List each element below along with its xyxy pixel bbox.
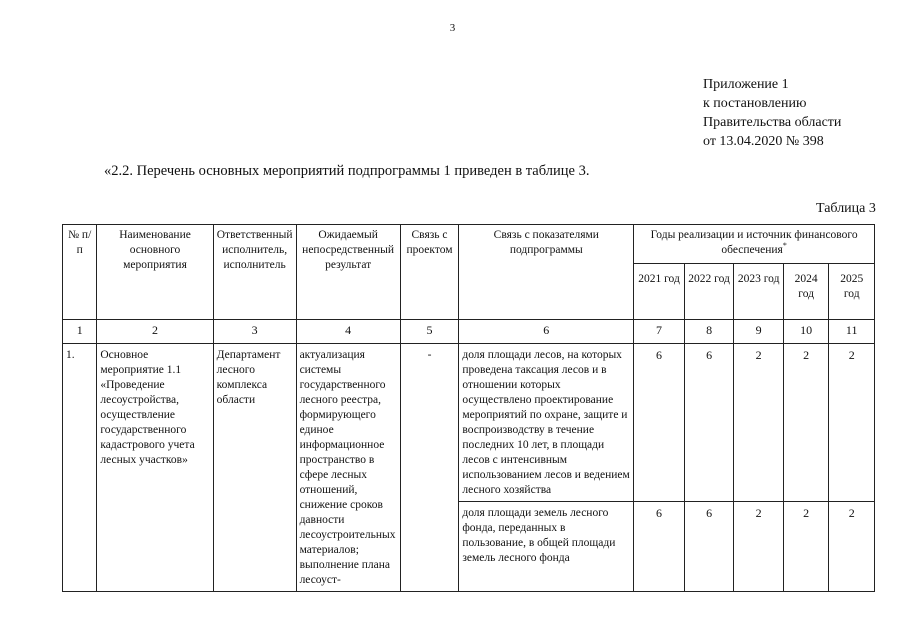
column-number: 7 — [634, 320, 685, 344]
value-2023: 2 — [734, 502, 784, 592]
column-number: 5 — [400, 320, 459, 344]
header-name: Наименование основного мероприятия — [97, 225, 213, 320]
appendix-line-1: Приложение 1 — [703, 77, 789, 92]
row-indicator-2: доля площади земель лесного фонда, переданных в пользование, в общей площади земель лесного фонда — [459, 502, 634, 592]
row-project-link: - — [400, 344, 459, 592]
intro-text: «2.2. Перечень основных мероприятий подпрограммы 1 приведен в таблице 3. — [104, 163, 590, 179]
row-responsible: Департамент лесного комплекса области — [213, 344, 296, 592]
header-num: № п/п — [63, 225, 97, 320]
column-number: 10 — [783, 320, 829, 344]
header-year-2024: 2024 год — [783, 264, 829, 320]
measures-table — [62, 224, 875, 592]
row-num: 1. — [63, 344, 97, 592]
header-row-1 — [63, 225, 875, 264]
page-number: 3 — [449, 22, 456, 34]
column-number: 11 — [829, 320, 875, 344]
header-responsible: Ответственный исполнитель, исполнитель — [213, 225, 296, 320]
header-year-2023: 2023 год — [734, 264, 784, 320]
footnote-mark: * — [782, 241, 787, 251]
appendix-block — [703, 75, 841, 151]
header-years-group-label: Годы реализации и источник финансового обеспечения — [650, 229, 858, 256]
header-expected: Ожидаемый непосредственный результат — [296, 225, 400, 320]
table-row — [63, 344, 875, 502]
header-years-group — [634, 225, 875, 264]
column-number: 3 — [213, 320, 296, 344]
table-label: Таблица 3 — [816, 201, 876, 216]
column-number: 6 — [459, 320, 634, 344]
column-numbers-row — [63, 320, 875, 344]
column-number: 9 — [734, 320, 784, 344]
value-2024: 2 — [783, 502, 829, 592]
value-2024: 2 — [783, 344, 829, 502]
appendix-line-4: от 13.04.2020 № 398 — [703, 134, 824, 149]
row-name: Основное мероприятие 1.1 «Проведение лесоустройства, осуществление государственного кадастрового учета лесных участков» — [97, 344, 213, 592]
header-year-2021: 2021 год — [634, 264, 685, 320]
column-number: 8 — [684, 320, 734, 344]
value-2022: 6 — [684, 502, 734, 592]
header-project-link: Связь с проектом — [400, 225, 459, 320]
appendix-line-2: к постановлению — [703, 96, 807, 111]
row-indicator-1: доля площади лесов, на которых проведена таксация лесов и в отношении которых осуществлено проектирование мероприятий по охране, защите и воспроизводству в течение последних 10 лет, в площади лесов с интенсивным использованием лесов и ведением лесного хозяйства — [459, 344, 634, 502]
row-expected: актуализация системы государственного лесного реестра, формирующего единое информационное пространство в сфере лесных отношений, снижение сроков давности лесоустроительных материалов; выполнение плана лесоуст- — [296, 344, 400, 592]
header-year-2022: 2022 год — [684, 264, 734, 320]
value-2021: 6 — [634, 502, 685, 592]
value-2023: 2 — [734, 344, 784, 502]
value-2022: 6 — [684, 344, 734, 502]
column-number: 1 — [63, 320, 97, 344]
header-year-2025: 2025 год — [829, 264, 875, 320]
header-indicators-link: Связь с показателями подпрограммы — [459, 225, 634, 320]
value-2025: 2 — [829, 344, 875, 502]
column-number: 2 — [97, 320, 213, 344]
appendix-line-3: Правительства области — [703, 115, 842, 130]
value-2025: 2 — [829, 502, 875, 592]
value-2021: 6 — [634, 344, 685, 502]
column-number: 4 — [296, 320, 400, 344]
